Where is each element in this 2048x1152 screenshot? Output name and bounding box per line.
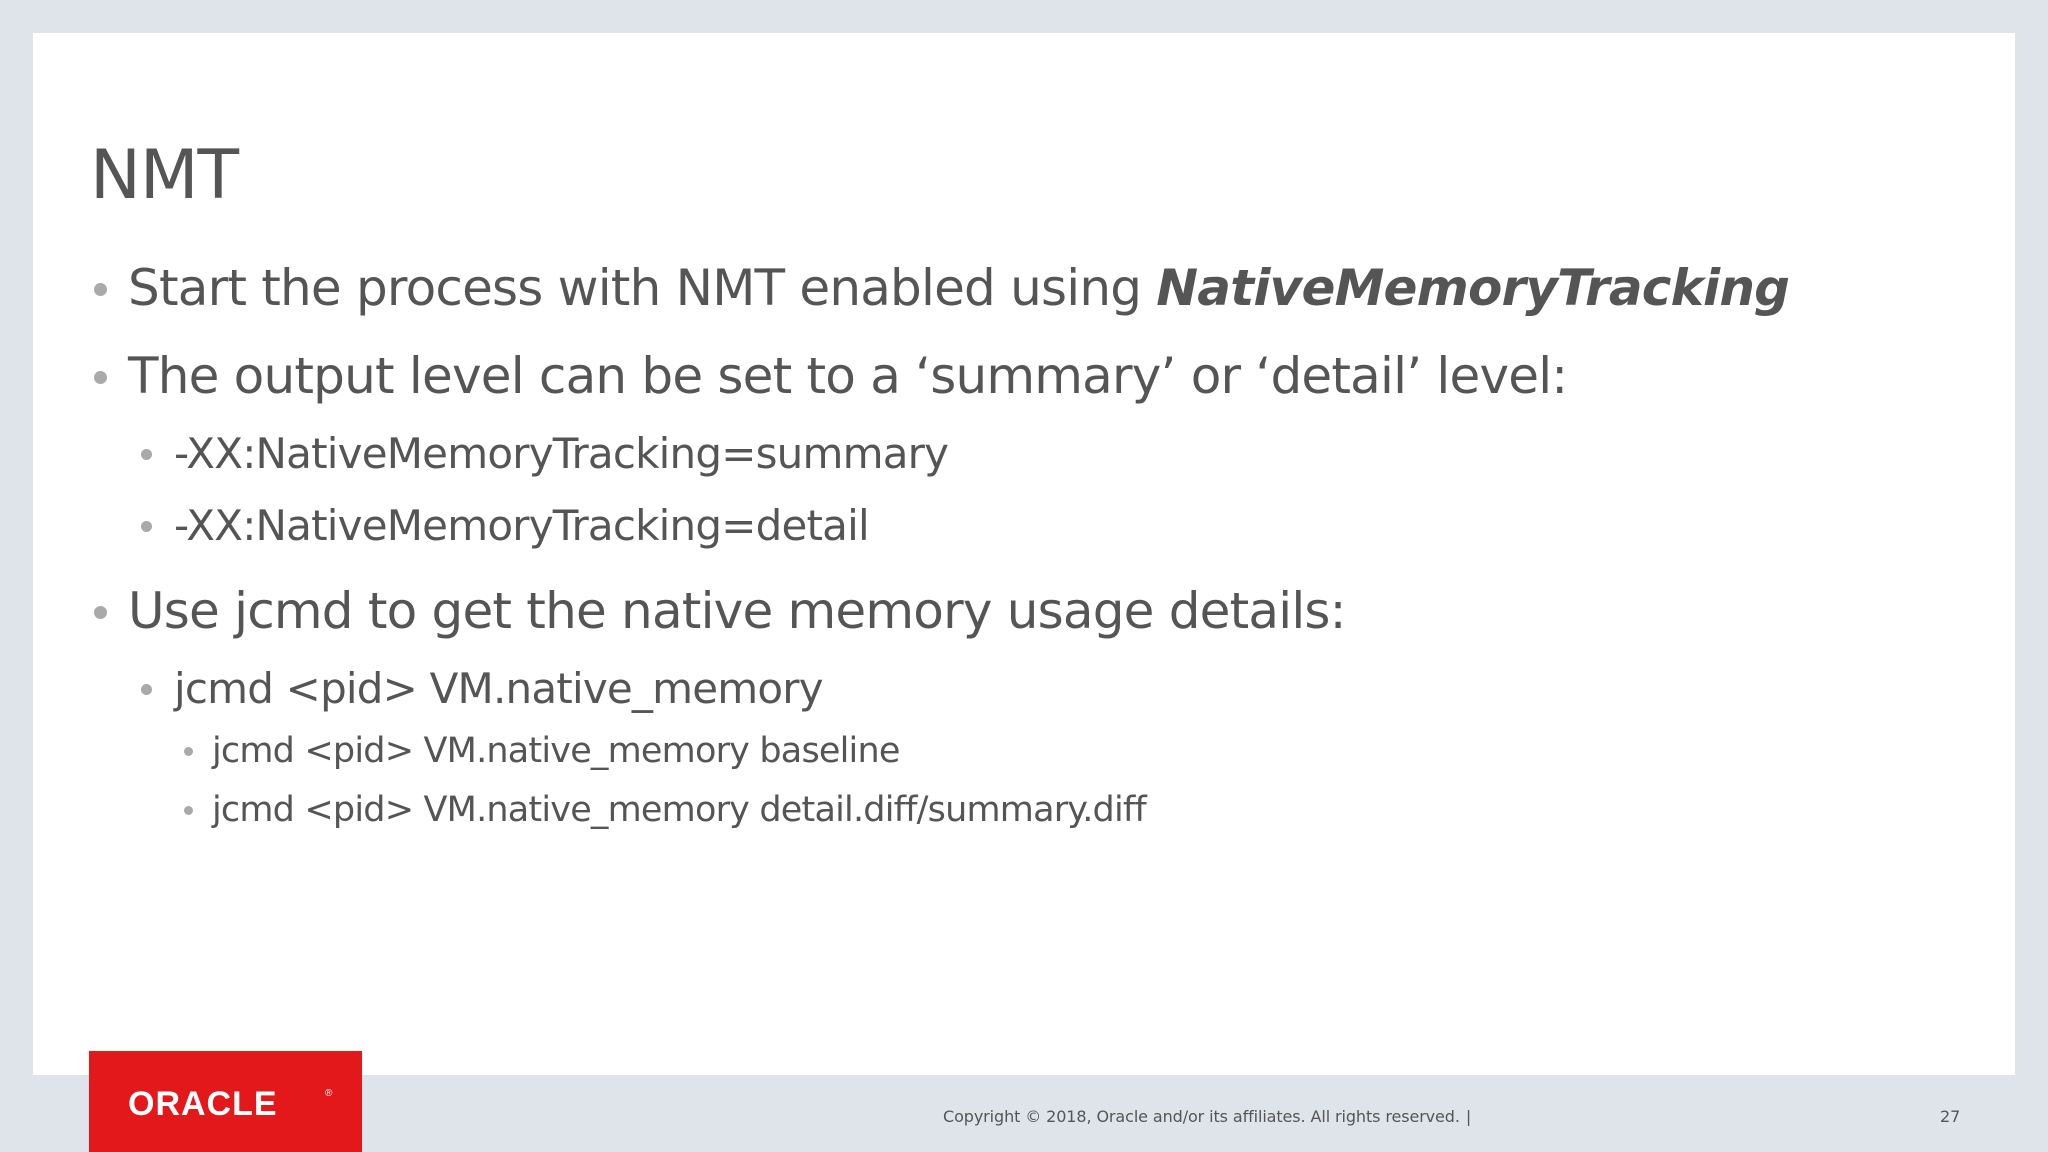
bullet-dot-icon	[94, 606, 107, 619]
bullet-item	[174, 661, 823, 717]
bullet-dot-icon	[141, 684, 152, 695]
bullet-item	[174, 426, 948, 482]
slide-panel	[33, 33, 2015, 1075]
oracle-logo-block	[89, 1051, 362, 1152]
oracle-logo-text: ORACLE	[128, 1085, 278, 1123]
bullet-item	[128, 344, 1567, 408]
bullet-text: jcmd <pid> VM.native_memory	[174, 664, 823, 713]
footer-separator: |	[1465, 1107, 1472, 1126]
slide-title: NMT	[90, 136, 239, 215]
bullet-dot-icon	[184, 747, 193, 756]
bullet-text: jcmd <pid> VM.native_memory baseline	[212, 731, 900, 771]
bullet-text: Start the process with NMT enabled using	[128, 259, 1157, 317]
bullet-text: Use jcmd to get the native memory usage details:	[128, 582, 1346, 640]
bullet-text: -XX:NativeMemoryTracking=summary	[174, 429, 949, 478]
bullet-item	[212, 787, 1146, 833]
bullet-dot-icon	[141, 521, 152, 532]
bullet-text: jcmd <pid> VM.native_memory detail.diff/summary.diff	[212, 790, 1146, 830]
bullet-text: -XX:NativeMemoryTracking=detail	[174, 501, 869, 550]
bullet-dot-icon	[94, 371, 107, 384]
bullet-item	[128, 256, 1789, 320]
oracle-logo	[89, 1051, 362, 1152]
bullet-dot-icon	[141, 449, 152, 460]
bullet-item	[174, 498, 869, 554]
page-number: 27	[1940, 1107, 1961, 1126]
bullet-item	[212, 728, 900, 774]
registered-mark: ®	[325, 1088, 333, 1099]
bullet-dot-icon	[94, 283, 107, 296]
copyright-text: Copyright © 2018, Oracle and/or its affiliates. All rights reserved.	[943, 1107, 1460, 1126]
bullet-item	[128, 579, 1346, 643]
bullet-emphasis: NativeMemoryTracking	[1156, 259, 1790, 317]
footer-copyright	[943, 1106, 1471, 1128]
bullet-text: The output level can be set to a ‘summary’ or ‘detail’ level:	[128, 347, 1568, 405]
bullet-dot-icon	[184, 806, 193, 815]
